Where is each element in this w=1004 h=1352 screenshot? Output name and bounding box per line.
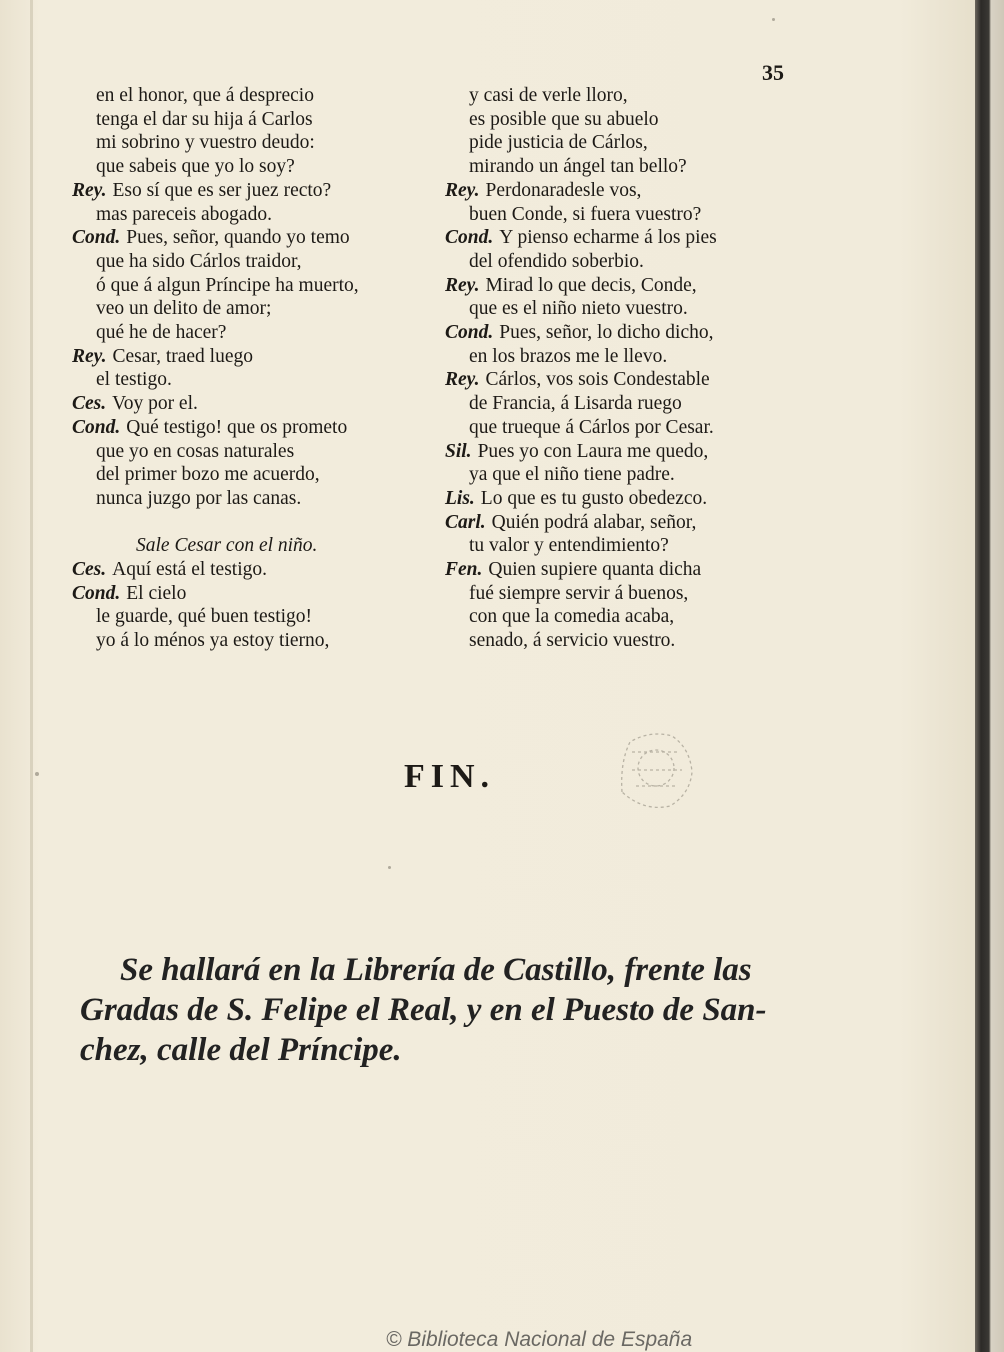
verse-text: buen Conde, si fuera vuestro? bbox=[469, 203, 702, 225]
verse-text: del primer bozo me acuerdo, bbox=[96, 464, 320, 486]
verse-text: mi sobrino y vuestro deudo: bbox=[96, 132, 315, 154]
verse-text: tenga el dar su hija á Carlos bbox=[96, 108, 313, 130]
verse-text: El cielo bbox=[126, 582, 187, 604]
speaker-label: Rey. bbox=[72, 179, 107, 201]
page-number: 35 bbox=[762, 60, 784, 85]
verse-line bbox=[445, 250, 790, 274]
verse-text: Pues, señor, quando yo temo bbox=[126, 227, 350, 249]
verse-text: Voy por el. bbox=[112, 393, 198, 415]
verse-text: del ofendido soberbio. bbox=[469, 250, 644, 272]
library-seal-icon bbox=[610, 722, 702, 814]
speaker-label: Ces. bbox=[72, 559, 107, 581]
verse-line bbox=[72, 297, 432, 321]
verse-text: qué he de hacer? bbox=[96, 322, 227, 344]
verse-text: Lo que es tu gusto obedezco. bbox=[480, 487, 708, 509]
verse-text: Sale Cesar con el niño. bbox=[136, 535, 318, 557]
speaker-label: Fen. bbox=[445, 559, 483, 581]
verse-line bbox=[72, 582, 432, 606]
imprint-notice bbox=[80, 950, 810, 1070]
verse-line bbox=[72, 274, 432, 298]
verse-text: nunca juzgo por las canas. bbox=[96, 487, 302, 509]
verse-line bbox=[72, 463, 432, 487]
verse-text: fué siempre servir á buenos, bbox=[469, 582, 689, 604]
verse-line bbox=[72, 368, 432, 392]
verse-line bbox=[72, 321, 432, 345]
verse-text: Mirad lo que decis, Conde, bbox=[485, 274, 697, 296]
verse-line bbox=[445, 416, 790, 440]
verse-text: Perdonaradesle vos, bbox=[485, 179, 642, 201]
verse-line bbox=[72, 629, 432, 653]
verse-text: que ha sido Cárlos traidor, bbox=[96, 250, 302, 272]
verse-line bbox=[445, 368, 790, 392]
imprint-line: Se hallará en la Librería de Castillo, frente las bbox=[120, 952, 752, 988]
verse-text: Qué testigo! que os prometo bbox=[126, 416, 348, 438]
verse-text: de Francia, á Lisarda ruego bbox=[469, 393, 682, 415]
verse-line bbox=[445, 131, 790, 155]
verse-text: en los brazos me le llevo. bbox=[469, 345, 668, 367]
verse-text: mas pareceis abogado. bbox=[96, 203, 272, 225]
ink-spot bbox=[772, 18, 775, 21]
verse-text: Cesar, traed luego bbox=[112, 345, 254, 367]
speaker-label: Sil. bbox=[445, 440, 472, 462]
speaker-label: Cond. bbox=[445, 227, 494, 249]
verse-line bbox=[72, 534, 432, 558]
speaker-label: Ces. bbox=[72, 393, 107, 415]
verse-text: que trueque á Cárlos por Cesar. bbox=[469, 416, 714, 438]
verse-text: Y pienso echarme á los pies bbox=[499, 227, 717, 249]
verse-line bbox=[445, 84, 790, 108]
verse-line bbox=[445, 582, 790, 606]
verse-line bbox=[72, 605, 432, 629]
imprint-line: chez, calle del Príncipe. bbox=[80, 1032, 402, 1068]
verse-line bbox=[72, 558, 432, 582]
verse-line bbox=[445, 534, 790, 558]
ink-spot bbox=[35, 772, 39, 776]
verse-line bbox=[72, 487, 432, 511]
verse-line bbox=[445, 155, 790, 179]
verse-text: Pues, señor, lo dicho dicho, bbox=[499, 322, 714, 344]
verse-line bbox=[72, 416, 432, 440]
verse-text: Quien supiere quanta dicha bbox=[488, 559, 702, 581]
speaker-label: Carl. bbox=[445, 511, 486, 533]
verse-line bbox=[72, 392, 432, 416]
fin-heading: FIN. bbox=[404, 758, 496, 795]
verse-text: mirando un ángel tan bello? bbox=[469, 156, 687, 178]
verse-line bbox=[72, 179, 432, 203]
verse-line bbox=[445, 605, 790, 629]
verse-line bbox=[445, 487, 790, 511]
speaker-label: Rey. bbox=[445, 179, 480, 201]
verse-text: pide justicia de Cárlos, bbox=[469, 132, 648, 154]
verse-line bbox=[72, 131, 432, 155]
verse-line bbox=[72, 345, 432, 369]
speaker-label: Lis. bbox=[445, 487, 475, 509]
verse-line bbox=[445, 463, 790, 487]
speaker-label: Cond. bbox=[72, 416, 121, 438]
verse-text: Pues yo con Laura me quedo, bbox=[477, 440, 709, 462]
verse-text: que yo en cosas naturales bbox=[96, 440, 295, 462]
verse-text: senado, á servicio vuestro. bbox=[469, 630, 676, 652]
verse-line bbox=[445, 226, 790, 250]
verse-text: y casi de verle lloro, bbox=[469, 85, 628, 106]
verse-line bbox=[72, 440, 432, 464]
verse-column-left bbox=[72, 84, 432, 653]
verse-text: Quién podrá alabar, señor, bbox=[491, 511, 697, 533]
imprint-line: Gradas de S. Felipe el Real, y en el Puesto de San- bbox=[80, 992, 767, 1028]
speaker-label: Cond. bbox=[445, 322, 494, 344]
verse-text: es posible que su abuelo bbox=[469, 108, 659, 130]
verse-text: ó que á algun Príncipe ha muerto, bbox=[96, 274, 359, 296]
speaker-label: Cond. bbox=[72, 582, 121, 604]
verse-line bbox=[445, 392, 790, 416]
verse-text: el testigo. bbox=[96, 369, 172, 391]
speaker-label: Rey. bbox=[72, 345, 107, 367]
verse-column-right bbox=[445, 84, 790, 653]
page-fold bbox=[30, 0, 33, 1352]
scan-edge bbox=[975, 0, 1004, 1352]
speaker-label: Cond. bbox=[72, 227, 121, 249]
verse-line bbox=[445, 179, 790, 203]
verse-line bbox=[445, 321, 790, 345]
verse-line bbox=[72, 250, 432, 274]
verse-text: le guarde, qué buen testigo! bbox=[96, 606, 313, 628]
verse-line bbox=[445, 274, 790, 298]
ink-spot bbox=[388, 866, 391, 869]
verse-line bbox=[445, 297, 790, 321]
verse-line bbox=[72, 155, 432, 179]
verse-line bbox=[72, 226, 432, 250]
verse-text: tu valor y entendimiento? bbox=[469, 535, 669, 557]
verse-line bbox=[445, 511, 790, 535]
verse-line bbox=[445, 345, 790, 369]
verse-line bbox=[445, 108, 790, 132]
verse-text: en el honor, que á desprecio bbox=[96, 85, 314, 106]
verse-line bbox=[445, 440, 790, 464]
verse-line bbox=[445, 629, 790, 653]
verse-text: que es el niño nieto vuestro. bbox=[469, 298, 688, 320]
verse-text: con que la comedia acaba, bbox=[469, 606, 675, 628]
verse-line bbox=[72, 203, 432, 227]
verse-line bbox=[72, 511, 432, 535]
speaker-label: Rey. bbox=[445, 274, 480, 296]
verse-text: yo á lo ménos ya estoy tierno, bbox=[96, 630, 330, 652]
verse-line bbox=[72, 108, 432, 132]
copyright-watermark: © Biblioteca Nacional de España bbox=[386, 1328, 693, 1351]
verse-line bbox=[445, 558, 790, 582]
verse-text: Eso sí que es ser juez recto? bbox=[112, 179, 332, 201]
verse-text: veo un delito de amor; bbox=[96, 298, 272, 320]
verse-text: que sabeis que yo lo soy? bbox=[96, 156, 295, 178]
verse-line bbox=[445, 203, 790, 227]
verse-line bbox=[72, 84, 432, 108]
verse-text: Cárlos, vos sois Condestable bbox=[485, 369, 710, 391]
verse-text: Aquí está el testigo. bbox=[112, 559, 268, 581]
speaker-label: Rey. bbox=[445, 369, 480, 391]
verse-text: ya que el niño tiene padre. bbox=[469, 464, 675, 486]
